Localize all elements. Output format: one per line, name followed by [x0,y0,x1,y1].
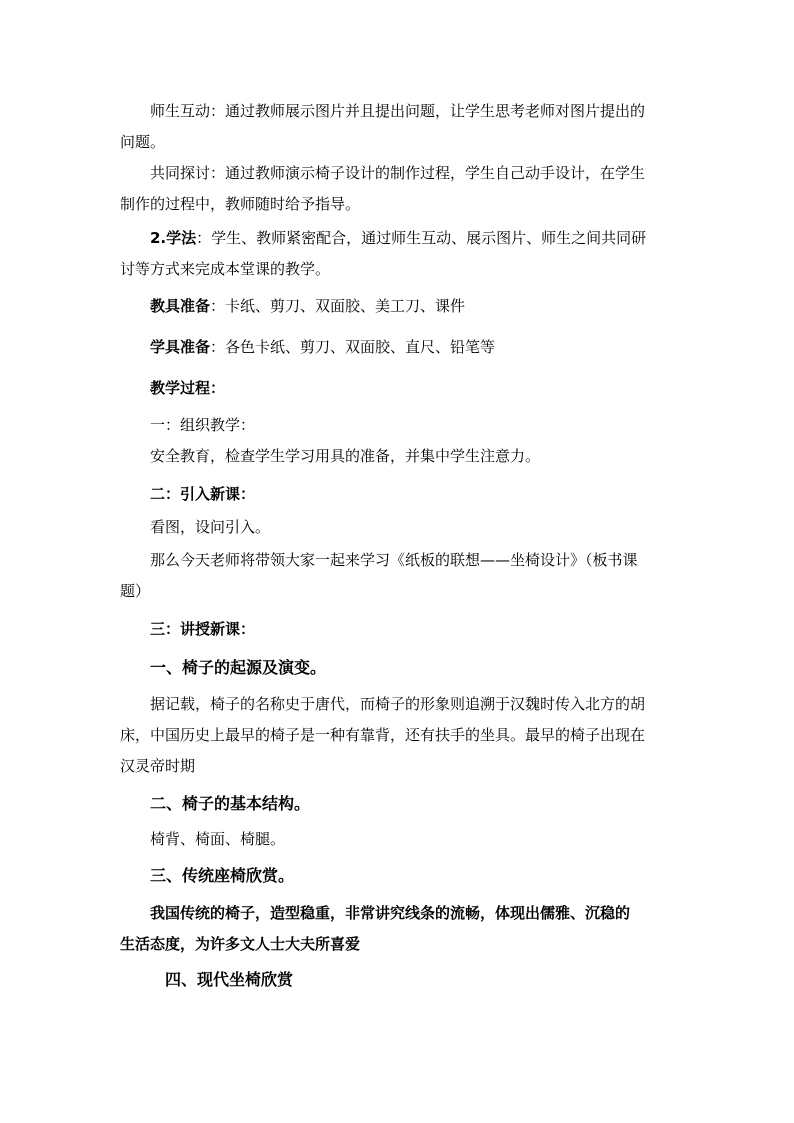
student-tools-label: 学具准备 [150,338,211,356]
teaching-tools-value: ：卡纸、剪刀、双面胶、美工刀、课件 [210,297,466,315]
teaching-process-title: 教学过程： [150,379,226,397]
step1-title: 一：组织教学： [150,416,256,434]
study-method-text: ：学生、教师紧密配合，通过师生互动、展示图片、师生之间共同研 [196,229,647,247]
step2-text2-line2: 题） [120,582,151,600]
step2-title: 二：引入新课： [150,485,256,503]
section1-line3: 汉灵帝时期 [120,757,196,775]
teaching-tools-label: 教具准备 [150,297,211,315]
section1-line1: 据记载，椅子的名称史于唐代，而椅子的形象则追溯于汉魏时传入北方的胡 [150,695,646,713]
section3-title: 三、传统座椅欣赏。 [150,866,295,885]
section1-line2: 床，中国历史上最早的椅子是一种有靠背，还有扶手的坐具。最早的椅子出现在 [120,726,646,744]
study-method-label: 2.学法 [150,229,197,247]
section3-line2: 生活态度，为许多文人士大夫所喜爱 [120,935,361,953]
paragraph-study-method-line1 [120,228,676,248]
step2-text: 看图，设问引入。 [150,518,271,536]
section3-line1: 我国传统的椅子，造型稳重，非常讲究线条的流畅，体现出儒雅、沉稳的 [150,904,631,922]
paragraph-discussion-line2: 制作的过程中，教师随时给予指导。 [120,195,361,213]
paragraph-interaction-line2: 问题。 [120,133,166,151]
teaching-tools-line [120,296,676,316]
section1-title: 一、椅子的起源及演变。 [150,658,327,677]
paragraph-discussion-line1: 共同探讨：通过教师演示椅子设计的制作过程，学生自己动手设计，在学生 [150,164,646,182]
step2-text2-line1: 那么今天老师将带领大家一起来学习《纸板的联想——坐椅设计》（板书课 [150,551,638,569]
section2-title: 二、椅子的基本结构。 [150,794,311,813]
section4-title: 四、现代坐椅欣赏 [165,970,294,989]
student-tools-line [120,337,676,357]
step3-title: 三：讲授新课： [150,620,256,638]
step1-text: 安全教育，检查学生学习用具的准备，并集中学生注意力。 [150,447,541,465]
paragraph-study-method-line2: 讨等方式来完成本堂课的教学。 [120,260,331,278]
section2-text: 椅背、椅面、椅腿。 [150,830,286,848]
paragraph-interaction-line1: 师生互动：通过教师展示图片并且提出问题，让学生思考老师对图片提出的 [150,102,646,120]
student-tools-value: ：各色卡纸、剪刀、双面胶、直尺、铅笔等 [210,338,496,356]
